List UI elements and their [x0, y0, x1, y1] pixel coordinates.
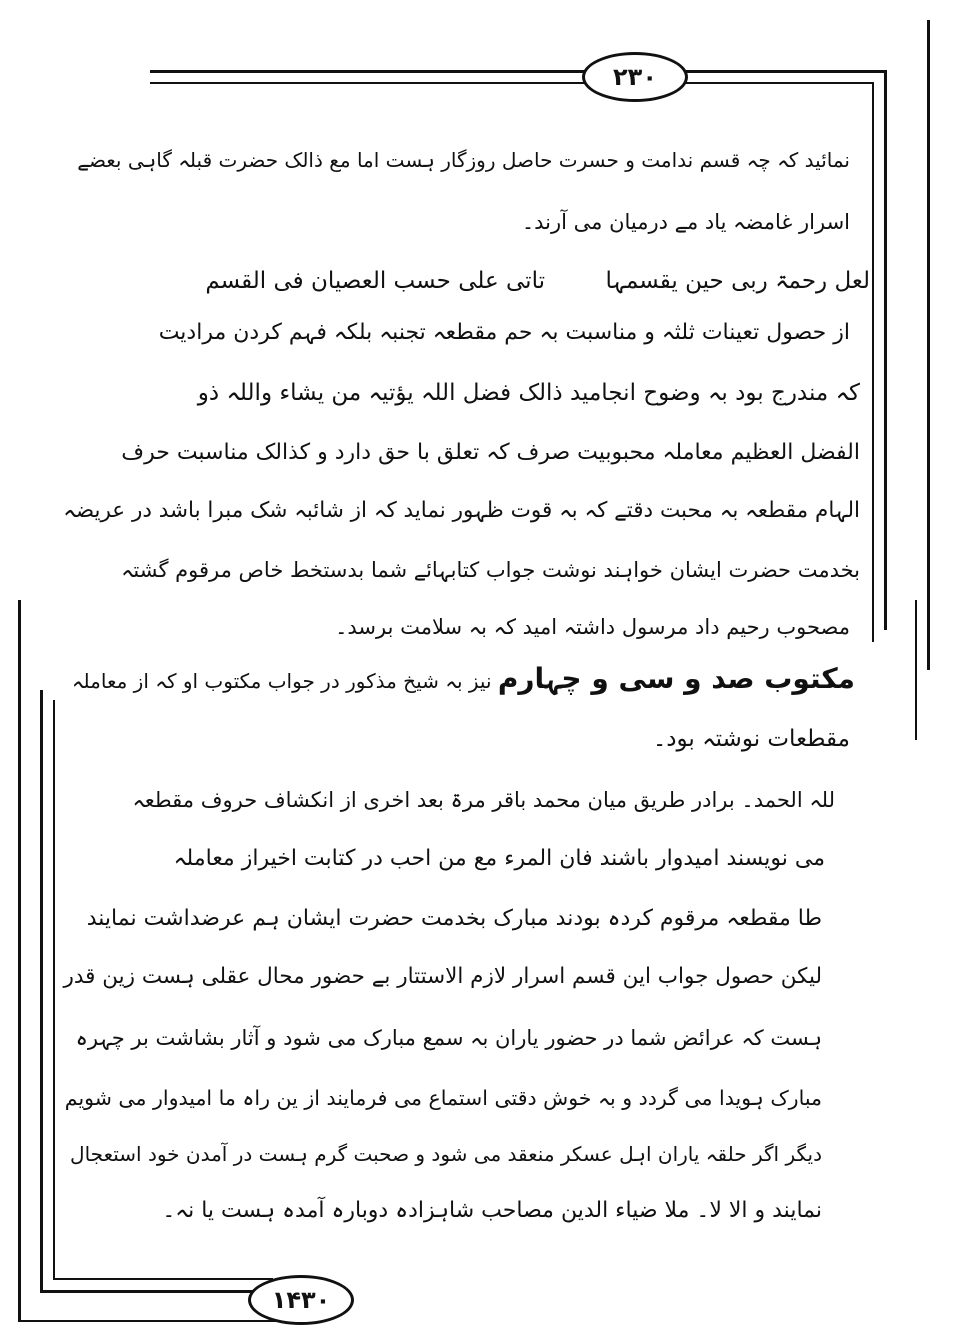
text-line-9: مصحوب رحیم داد مرسول داشتہ امید کہ بہ سلامت برسد۔ — [335, 615, 850, 639]
verse-hemistich-2: تاتی علی حسب العصیان فی القسم — [205, 268, 545, 294]
text-line-15: لیکن حصول جواب این قسم اسرار لازم الاستتار بے حضور محال عقلی ہست زین قدر — [63, 964, 822, 989]
frame-right-outer — [884, 70, 887, 630]
text-line-18: دیگر اگر حلقہ یاران اہل عسکر منعقد می شود و صحبت گرم ہست در آمدن خود استعجال — [70, 1142, 822, 1166]
text-line-8: بخدمت حضرت ایشان خواہند نوشت جواب کتابہائے شما بدستخط خاص مرقوم گشتہ — [121, 558, 860, 582]
text-line-11: مقطعات نوشتہ بود۔ — [652, 726, 850, 752]
text-line-5: کہ مندرج بود بہ وضوح انجامید ذالک فضل اللہ یؤتیہ من یشاء واللہ ذو — [197, 380, 860, 406]
letter-heading-line — [71, 662, 855, 695]
text-line-1: نمائید کہ چہ قسم ندامت و حسرت حاصل روزگار ہست اما مع ذالک حضرت قبلہ گاہی بعضے — [77, 148, 850, 172]
text-line-4: از حصول تعینات ثلثہ و مناسبت بہ حم مقطعہ تجنبہ بلکہ فہم کردن مرادیت — [158, 320, 850, 345]
text-line-2: اسرار غامضہ یاد مے درمیان می آرند۔ — [521, 210, 850, 234]
frame-right-edge — [927, 20, 930, 670]
top-page-number: ۲۳۰ — [582, 52, 688, 102]
text-line-12: للہ الحمد۔ برادر طریق میان محمد باقر مرۃ بعد اخری از انکشاف حروف مقطعہ — [132, 788, 835, 812]
text-line-7: الہام مقطعہ بہ محبت دقتے کہ بہ قوت ظہور نماید کہ از شائبہ شک مبرا باشد در عریضہ — [63, 498, 860, 523]
text-line-14: طا مقطعہ مرقوم کردہ بودند مبارک بخدمت حضرت ایشان ہم عرضداشت نمایند — [86, 906, 822, 931]
text-line-13: می نویسند امیدوار باشند فان المرء مع من احب در کتابت اخیراز معاملہ — [173, 846, 825, 871]
letter-heading: مکتوب صد و سی و چہارم — [497, 662, 855, 695]
frame-left-edge — [18, 600, 21, 1320]
frame-left-outer — [40, 690, 43, 1290]
text-line-19: نمایند و الا لا۔ ملا ضیاء الدین مصاحب شاہزادہ دوبارہ آمدہ ہست یا نہ۔ — [162, 1198, 822, 1223]
bottom-page-number: ۱۴۳۰ — [248, 1275, 354, 1325]
frame-top-outer — [150, 70, 885, 73]
frame-top-inner — [150, 82, 872, 84]
frame-left-inner — [53, 700, 55, 1278]
verse-hemistich-1: لعل رحمۃ ربی حین یقسمہا — [605, 268, 870, 294]
frame-bottom-inner — [53, 1278, 273, 1280]
frame-right-edge-inner — [915, 600, 917, 740]
letter-heading-note: نیز بہ شیخ مذکور در جواب مکتوب او کہ از معاملہ — [71, 669, 498, 693]
text-line-17: مبارک ہویدا می گردد و بہ خوش دقتی استماع می فرمایند از ین راہ ما امیدوار می شویم — [64, 1086, 822, 1110]
frame-right-inner — [872, 82, 874, 642]
text-line-6: الفضل العظیم معاملہ محبوبیت صرف کہ تعلق با حق دارد و کذالک مناسبت حرف — [121, 440, 860, 465]
text-line-16: ہست کہ عرائض شما در حضور یاران بہ سمع مبارک می شود و آثار بشاشت بر چہرہ — [75, 1026, 822, 1050]
frame-bottom-edge — [18, 1320, 278, 1322]
